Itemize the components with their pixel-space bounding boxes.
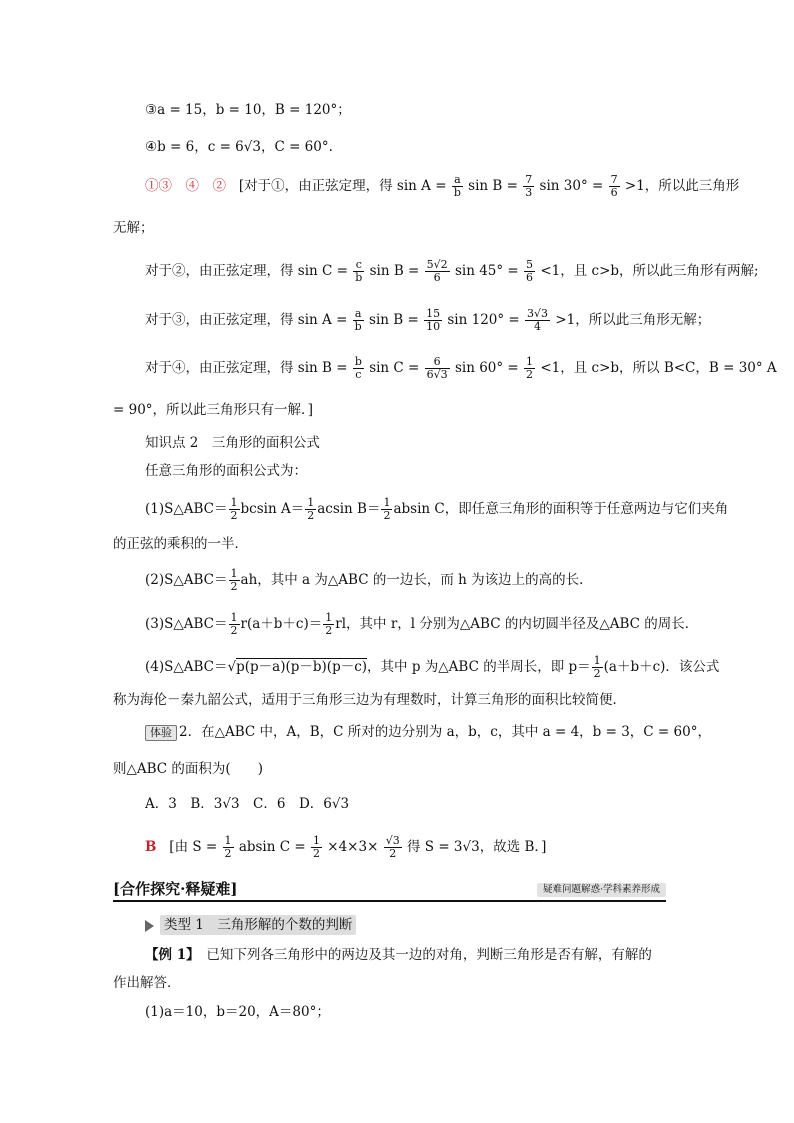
knowledge-point-title: 知识点 2 三角形的面积公式 (145, 435, 320, 451)
experience-badge: 体验 (145, 725, 177, 741)
text: ，其中 p 为△ABC 的半周长，即 p＝ (367, 659, 591, 675)
denominator: 2 (383, 509, 391, 522)
text: [对于①，由正弦定理，得 sin A = (238, 178, 447, 194)
exercise-answer (145, 835, 546, 860)
analysis-4-cont: = 90°，所以此三角形只有一解．] (113, 402, 314, 418)
text: acsin B＝ (317, 501, 381, 517)
fraction (525, 308, 550, 333)
denominator: 2 (325, 624, 333, 637)
fraction (524, 356, 535, 381)
text: sin 30° = (539, 178, 604, 194)
text: (1)S△ABC＝ (145, 501, 228, 517)
text: ×4×3× (327, 839, 379, 855)
formula-3 (145, 612, 698, 637)
radicand: p(p－a)(p－b)(p－c) (236, 659, 368, 675)
fraction (384, 835, 402, 860)
numerator: 1 (307, 496, 315, 509)
numerator: 1 (526, 355, 534, 368)
numerator: 5 (526, 258, 534, 271)
fraction (609, 174, 620, 199)
denominator: b (355, 271, 363, 284)
numerator: c (353, 259, 364, 272)
text: sin 45° = (454, 263, 519, 279)
analysis-4 (145, 356, 777, 381)
fraction (353, 259, 364, 284)
section-title: [合作探究·释疑难] (113, 880, 238, 898)
formula-1-cont: 的正弦的乘积的一半． (113, 536, 248, 552)
text: sin B = (369, 263, 420, 279)
condition-3: ③a = 15，b = 10，B = 120°； (145, 102, 351, 118)
denominator: 10 (426, 320, 441, 333)
exercise-2-cont: 则△ABC 的面积为( ) (113, 761, 263, 777)
denominator: 2 (230, 624, 238, 637)
numerator: 5√2 (426, 258, 448, 271)
numerator: 1 (224, 834, 232, 847)
text: 得 S = 3√3，故选 B．] (407, 839, 547, 855)
denominator: 2 (593, 667, 601, 680)
type-label: 类型 1 三角形解的个数的判断 (160, 915, 356, 935)
play-triangle-icon (145, 920, 154, 932)
text: (4)S△ABC＝ (145, 659, 228, 675)
numerator: 3√3 (527, 307, 549, 320)
fraction (229, 497, 240, 522)
text: absin C = (238, 839, 306, 855)
text: sin B = (468, 178, 518, 194)
type-heading (145, 915, 356, 935)
numerator: b (354, 355, 362, 368)
text: [由 S = (169, 839, 218, 855)
denominator: c (355, 368, 362, 381)
fraction (353, 308, 364, 333)
text: 对于③，由正弦定理，得 sin A = (145, 312, 348, 328)
formula-2 (145, 568, 593, 593)
formula-4: (4)S△ABC＝√p(p－a)(p－b)(p－c)，其中 p 为△ABC 的半周长，即 p＝ $\frac{1}{2}$ (a＋b＋c)．该公式 (145, 654, 720, 680)
numerator: 1 (325, 611, 333, 624)
denominator: 6 (526, 271, 534, 284)
numerator: 1 (230, 567, 238, 580)
text: sin B = (369, 312, 419, 328)
fraction (353, 356, 364, 381)
text: 对于②，由正弦定理，得 sin C = (145, 263, 348, 279)
denominator: 2 (230, 509, 238, 522)
text: r(a＋b＋c)＝ (240, 616, 323, 632)
answer-letter: B (145, 839, 157, 855)
fraction (425, 356, 450, 381)
fraction (452, 174, 463, 199)
text: bcsin A＝ (240, 501, 305, 517)
denominator: 6√3 (426, 368, 448, 381)
section-header (113, 878, 666, 902)
numerator: 1 (230, 496, 238, 509)
text: (2)S△ABC＝ (145, 572, 228, 588)
denominator: 2 (389, 847, 397, 860)
fraction (223, 835, 234, 860)
analysis-2 (145, 259, 759, 284)
text: >1，所以此三角形 (624, 178, 740, 194)
example-1 (145, 945, 652, 965)
fraction (425, 259, 450, 284)
fraction (229, 568, 240, 593)
exercise-2 (145, 722, 711, 742)
analysis-3 (145, 308, 710, 333)
text: ah，其中 a 为△ABC 的一边长，而 h 为该边上的高的长． (240, 572, 593, 588)
numerator: 6 (425, 356, 450, 369)
denominator: b (354, 320, 362, 333)
text: >1，所以此三角形无解； (555, 312, 711, 328)
numerator: 1 (593, 654, 601, 667)
example-1-cont: 作出解答． (113, 975, 181, 991)
numerator: a (353, 308, 364, 321)
denominator: 6 (610, 186, 618, 199)
numerator: √3 (385, 834, 400, 847)
knowledge-intro: 任意三角形的面积公式为： (145, 463, 307, 479)
text: 2．在△ABC 中，A，B，C 所对的边分别为 a，b，c，其中 a = 4，b = 3，C = 60°， (179, 724, 711, 740)
fraction (592, 655, 603, 680)
fraction (381, 497, 392, 522)
text: <1，且 c>b，所以此三角形有两解; (540, 263, 759, 279)
numerator: 7 (610, 173, 618, 186)
denominator: b (453, 186, 461, 199)
fraction (523, 174, 534, 199)
example-label: 【例 1】 (145, 947, 193, 963)
text: rl，其中 r，l 分别为△ABC 的内切圆半径及△ABC 的周长． (335, 616, 699, 632)
text: sin 60° = (454, 360, 519, 376)
text: sin C = (369, 360, 420, 376)
exercise-options: A．3 B．3√3 C．6 D．6√3 (145, 796, 350, 812)
denominator: 2 (526, 368, 534, 381)
numerator: 7 (525, 173, 533, 186)
denominator: 4 (534, 320, 542, 333)
denominator: 6 (433, 271, 441, 284)
fraction (424, 308, 442, 333)
text: <1，且 c>b，所以 B<C，B = 30° A (540, 360, 777, 376)
section-tag: 疑难问题解惑·学科素养形成 (537, 883, 666, 897)
numerator: a (452, 174, 463, 187)
denominator: 2 (230, 580, 238, 593)
denominator: 3 (525, 186, 533, 199)
numerator: 1 (383, 496, 391, 509)
text: (3)S△ABC＝ (145, 616, 228, 632)
answer-line-1 (145, 174, 739, 199)
fraction (229, 612, 240, 637)
answer-line-2: 无解； (113, 220, 154, 236)
numerator: 15 (426, 307, 441, 320)
answer-key: ①③ ④ ② (145, 178, 226, 194)
text: 对于④，由正弦定理，得 sin B = (145, 360, 348, 376)
formula-1 (145, 497, 728, 522)
fraction (323, 612, 334, 637)
denominator: 2 (307, 509, 315, 522)
condition-4: ④b = 6，c = 6√3，C = 60°. (145, 139, 333, 155)
denominator: 2 (312, 847, 320, 860)
example-1-item-1: (1)a＝10，b＝20，A＝80°； (145, 1004, 330, 1020)
text: (a＋b＋c)．该公式 (603, 659, 720, 675)
numerator: 1 (230, 611, 238, 624)
text: absin C，即任意三角形的面积等于任意两边与它们夹角 (393, 501, 729, 517)
denominator: 2 (224, 847, 232, 860)
fraction (524, 259, 535, 284)
numerator: 1 (312, 834, 320, 847)
formula-4-cont: 称为海伦－秦九韶公式，适用于三角形三边为有理数时，计算三角形的面积比较简便． (113, 692, 626, 708)
fraction (305, 497, 316, 522)
text: sin 120° = (447, 312, 520, 328)
fraction (311, 835, 322, 860)
text: 已知下列各三角形中的两边及其一边的对角，判断三角形是否有解，有解的 (192, 947, 652, 963)
